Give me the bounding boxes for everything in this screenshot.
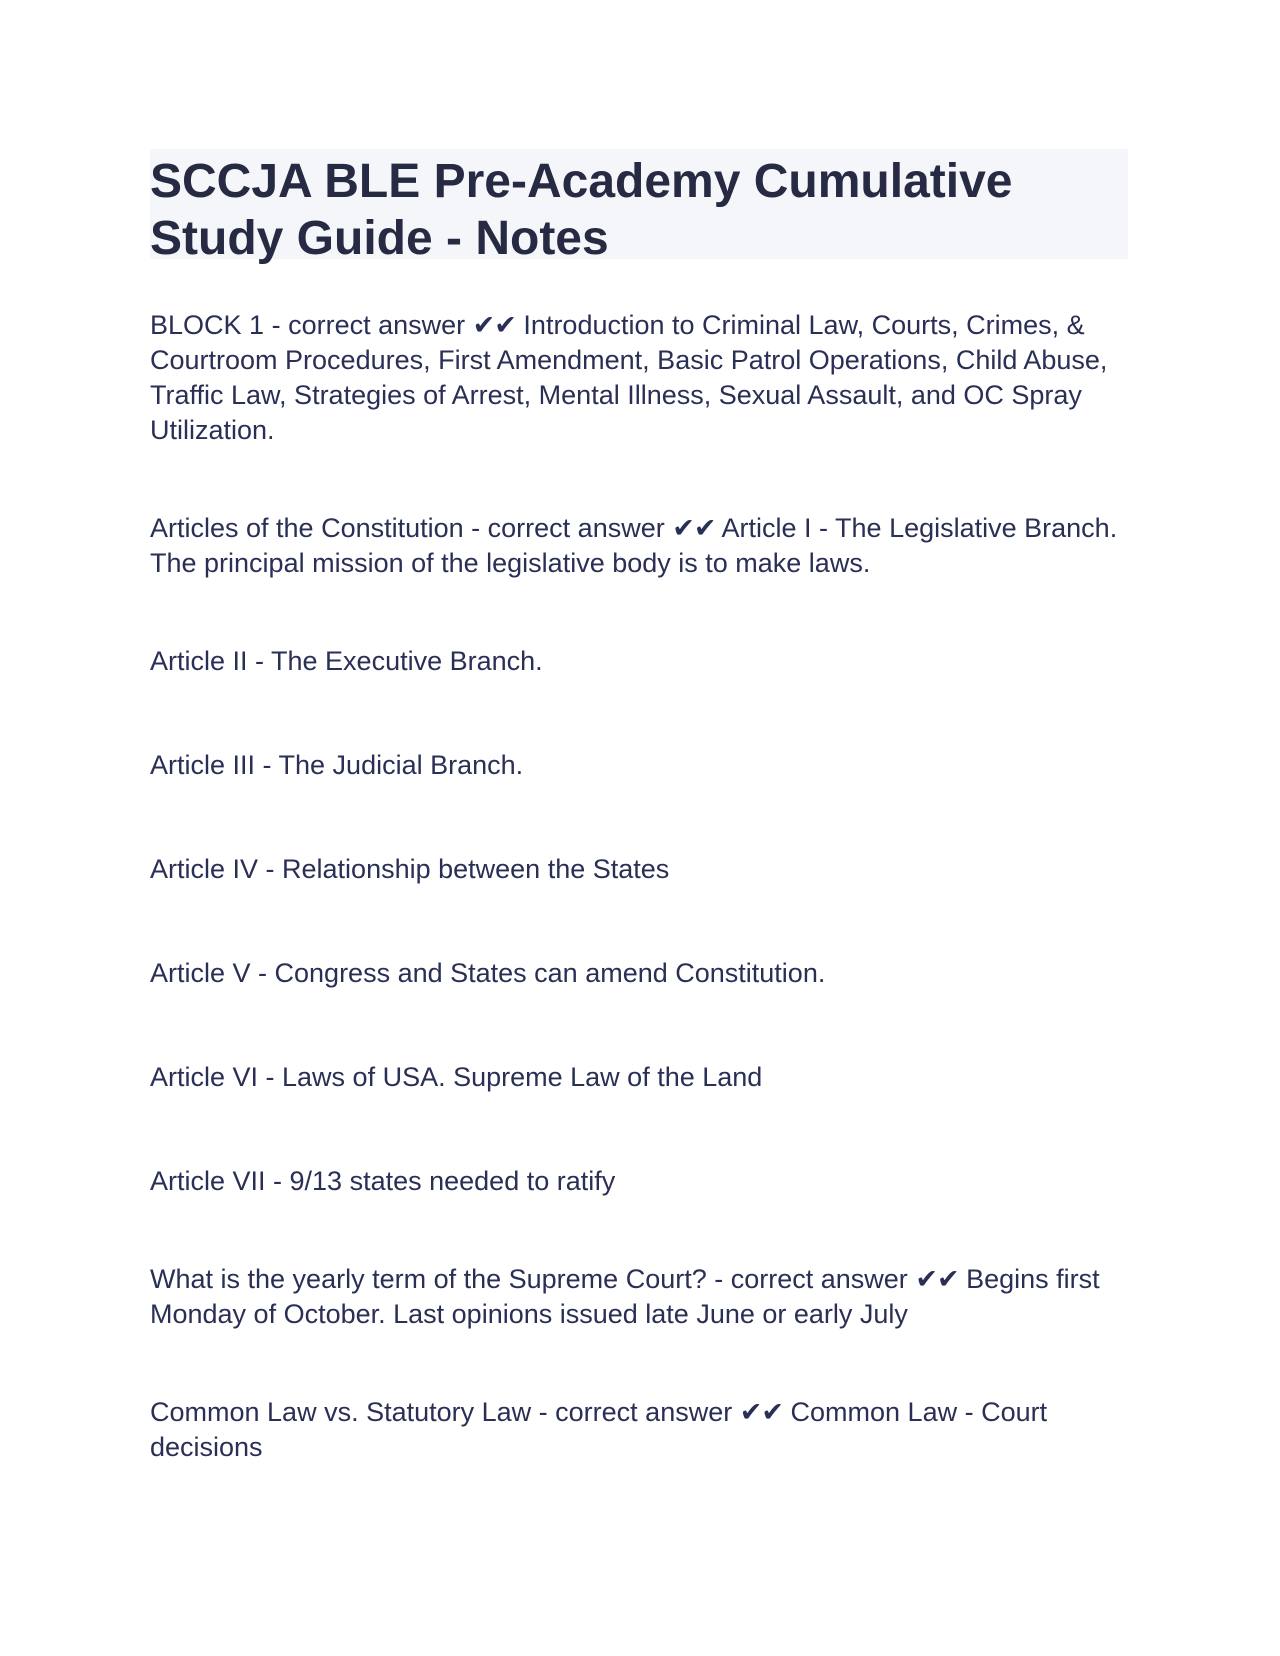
entry-question: What is the yearly term of the Supreme Court?: [150, 1264, 707, 1294]
check-marks-icon: ✔✔: [915, 1264, 959, 1294]
entry-text: Article V - Congress and States can amend Constitution.: [150, 958, 826, 988]
entry-articles-of-constitution: [150, 511, 1128, 581]
entry-article-iv: [150, 852, 1128, 887]
entry-article-v: [150, 956, 1128, 991]
check-marks-icon: ✔✔: [739, 1397, 783, 1427]
answer-label: - correct answer: [271, 310, 466, 340]
entry-article-vii: [150, 1164, 1128, 1199]
entry-question: Articles of the Constitution: [150, 513, 464, 543]
entries-list: [150, 308, 1128, 1465]
entry-article-ii: [150, 644, 1128, 679]
entry-text: Article VI - Laws of USA. Supreme Law of the Land: [150, 1062, 763, 1092]
document-title: SCCJA BLE Pre-Academy Cumulative Study Guide - Notes: [150, 155, 1013, 265]
entry-common-vs-statutory-law: [150, 1395, 1128, 1465]
document-page: [150, 149, 1128, 1465]
answer-label: - correct answer: [714, 1264, 908, 1294]
check-marks-icon: ✔✔: [472, 310, 516, 340]
entry-text: Article III - The Judicial Branch.: [150, 750, 524, 780]
answer-label: - correct answer: [538, 1397, 733, 1427]
entry-text: Article II - The Executive Branch.: [150, 646, 543, 676]
entry-article-iii: [150, 748, 1128, 783]
entry-block-1: [150, 308, 1128, 448]
entry-answer: Article I - The Legislative Branch. The principal mission of the legislative body is to make laws.: [150, 513, 1118, 578]
entry-supreme-court-term: [150, 1262, 1128, 1332]
entry-answer: Introduction to Criminal Law, Courts, Crimes, & Courtroom Procedures, First Amendment, Basic Patrol Operations, Child Abuse, Traffic Law, Strategies of Arrest, Mental Illness, Sexual Assault, and OC Spray Utilization.: [150, 310, 1108, 445]
entry-text: Article VII - 9/13 states needed to ratify: [150, 1166, 616, 1196]
entry-answer: Begins first Monday of October. Last opinions issued late June or early July: [150, 1264, 1100, 1329]
entry-text: Article IV - Relationship between the States: [150, 854, 670, 884]
entry-question: Common Law vs. Statutory Law: [150, 1397, 532, 1427]
answer-label: - correct answer: [471, 513, 665, 543]
title-box: [150, 149, 1128, 265]
check-marks-icon: ✔✔: [672, 513, 716, 543]
entry-answer: Common Law - Court decisions: [150, 1397, 1048, 1462]
entry-question: BLOCK 1: [150, 310, 265, 340]
entry-article-vi: [150, 1060, 1128, 1095]
